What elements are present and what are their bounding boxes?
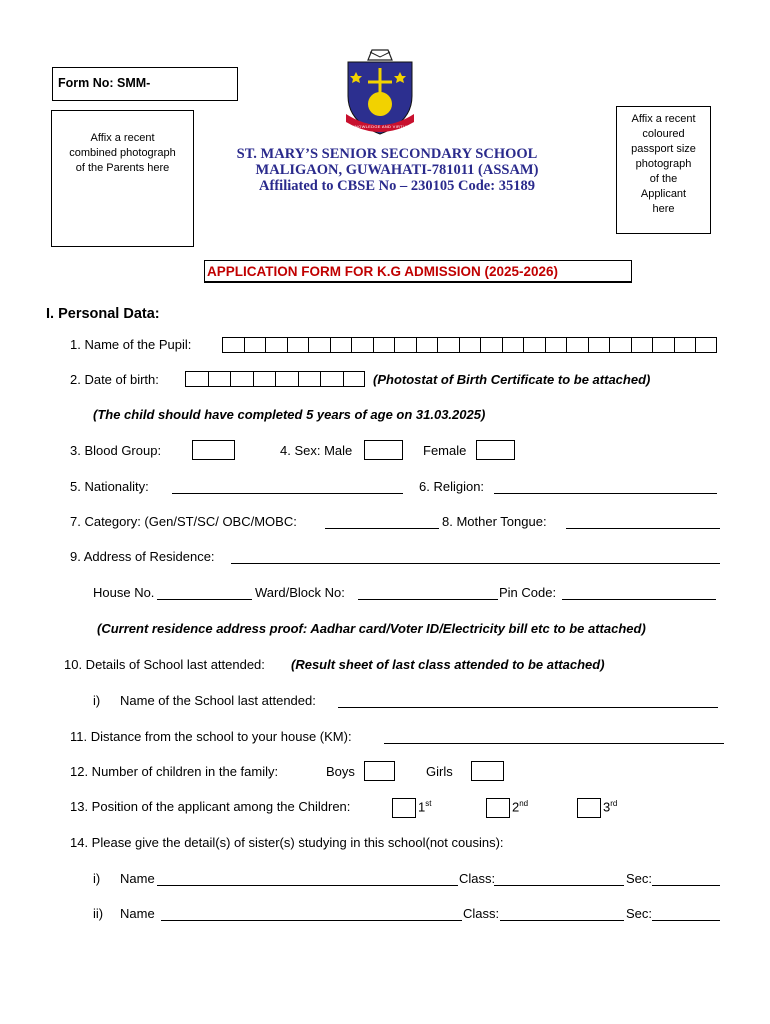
nationality-label: 5. Nationality: [70,479,149,494]
house-no-label: House No. [93,585,155,600]
religion-label: 6. Religion: [419,479,485,494]
category-label: 7. Category: (Gen/ST/SC/ OBC/MOBC: [70,514,297,529]
mother-tongue-label: 8. Mother Tongue: [442,514,547,529]
sister-details-label: 14. Please give the detail(s) of sister(s) studying in this school(not cousins): [70,835,504,850]
children-count-label: 12. Number of children in the family: [70,764,279,779]
address-field[interactable] [231,549,720,564]
applicant-photo-note-line: here [652,203,675,215]
pin-code-label: Pin Code: [499,585,557,600]
sister1-num: i) [93,871,101,886]
form-number-box[interactable] [52,67,238,101]
form-title: APPLICATION FORM FOR K.G ADMISSION (2025-2026) [207,264,559,279]
house-no-field[interactable] [157,585,252,600]
sister1-class-label: Class: [459,871,496,886]
distance-field[interactable] [384,729,724,744]
pin-code-field[interactable] [562,585,716,600]
sister2-sec-label: Sec: [626,906,653,921]
school-name: ST. MARY’S SENIOR SECONDARY SCHOOL [236,146,538,162]
parents-photo-box[interactable] [51,110,194,247]
sister1-sec-label: Sec: [626,871,653,886]
school-last-label: 10. Details of School last attended: [64,657,265,672]
blood-group-box[interactable] [192,440,235,460]
parents-photo-note-line: Affix a recent [90,132,155,144]
boys-label: Boys [326,764,355,779]
school-name-label: Name of the School last attended: [120,693,316,708]
boys-box[interactable] [364,761,395,781]
sister2-name-field[interactable] [161,906,462,921]
sex-female-box[interactable] [476,440,515,460]
blood-group-label: 3. Blood Group: [70,443,162,458]
position-2nd-label: 2nd [512,799,529,815]
position-1st-label: 1st [418,799,432,815]
ward-label: Ward/Block No: [255,585,345,600]
sister1-name-field[interactable] [157,871,458,886]
sister2-sec-field[interactable] [652,906,720,921]
applicant-photo-note-line: of the [649,173,678,185]
dob-boxes[interactable] [185,371,365,387]
category-field[interactable] [325,514,439,529]
age-note: (The child should have completed 5 years of age on 31.03.2025) [93,407,486,422]
dob-label: 2. Date of birth: [70,372,159,387]
school-affiliation: Affiliated to CBSE No – 230105 Code: 35189 [259,178,535,194]
school-address: MALIGAON, GUWAHATI-781011 (ASSAM) [255,162,539,178]
position-2nd-box[interactable] [486,798,510,818]
form-number-label: Form No: SMM- [58,76,151,90]
sister1-sec-field[interactable] [652,871,720,886]
applicant-photo-note-line: passport size [631,143,696,155]
address-proof-note: (Current residence address proof: Aadhar card/Voter ID/Electricity bill etc to be attached) [97,621,646,636]
pupil-name-boxes[interactable] [222,337,717,353]
sister1-name-label: Name [120,871,155,886]
applicant-photo-note-line: Affix a recent [631,113,696,125]
school-name-field[interactable] [338,693,718,708]
applicant-photo-note-line: coloured [642,128,685,140]
position-1st-box[interactable] [392,798,416,818]
distance-label: 11. Distance from the school to your house (KM): [70,729,352,744]
sex-male-box[interactable] [364,440,403,460]
sister1-class-field[interactable] [494,871,624,886]
position-3rd-label: 3rd [603,799,618,815]
parents-photo-note-line: combined photograph [69,147,176,159]
section-title: I. Personal Data: [46,306,160,322]
dob-note: (Photostat of Birth Certificate to be attached) [373,372,651,387]
sister2-num: ii) [93,906,104,921]
address-label: 9. Address of Residence: [70,549,215,564]
parents-photo-note-line: of the Parents here [75,162,170,174]
nationality-field[interactable] [172,479,403,494]
form-title-box [204,260,632,283]
position-label: 13. Position of the applicant among the Children: [70,799,351,814]
sex-female-label: Female [423,443,467,458]
girls-label: Girls [426,764,453,779]
applicant-photo-note-line: Applicant [640,188,687,200]
pupil-name-label: 1. Name of the Pupil: [70,337,192,352]
school-name-num: i) [93,693,101,708]
applicant-photo-note-line: photograph [635,158,692,170]
crest-motto: KNOWLEDGE AND VIRTUE [352,124,410,129]
sex-male-label: 4. Sex: Male [280,443,353,458]
sister2-name-label: Name [120,906,155,921]
religion-field[interactable] [494,479,717,494]
ward-field[interactable] [358,585,498,600]
school-last-note: (Result sheet of last class attended to be attached) [291,657,605,672]
sister2-class-label: Class: [463,906,500,921]
mother-tongue-field[interactable] [566,514,720,529]
position-3rd-box[interactable] [577,798,601,818]
sister2-class-field[interactable] [500,906,624,921]
girls-box[interactable] [471,761,504,781]
applicant-photo-box[interactable] [616,106,711,234]
